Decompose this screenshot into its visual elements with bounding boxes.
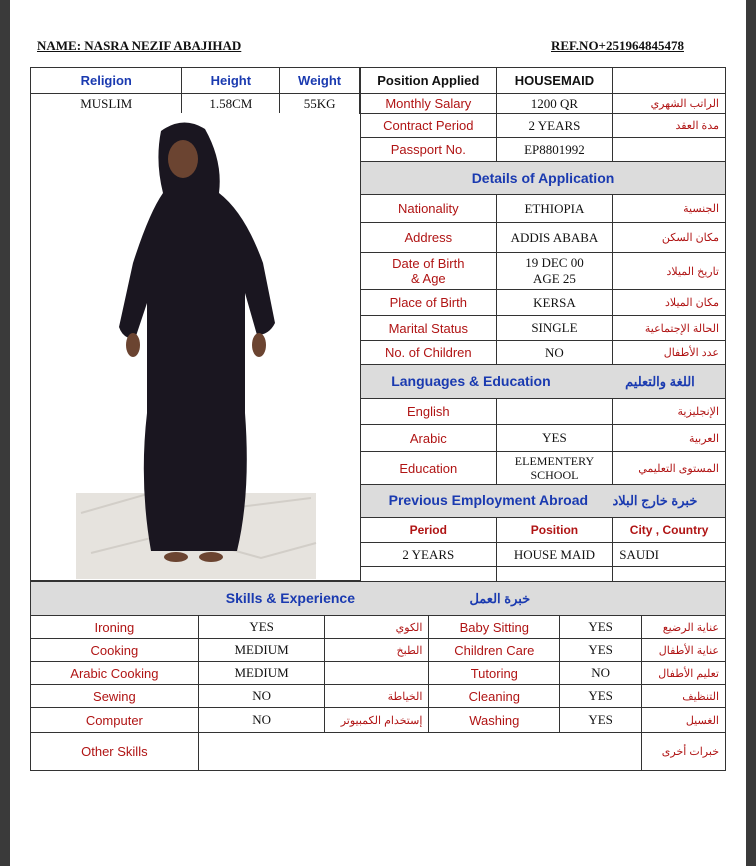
english-arabic: الإنجليزية bbox=[613, 399, 726, 425]
contract-period-label: Contract Period bbox=[361, 114, 497, 138]
english-label: English bbox=[361, 399, 497, 425]
cooking-arabic: الطبخ bbox=[325, 639, 429, 662]
children-care-arabic: عناية الأطفال bbox=[642, 639, 726, 662]
arabic-cooking-label: Arabic Cooking bbox=[31, 662, 199, 685]
arabic-cooking-value: MEDIUM bbox=[198, 662, 325, 685]
arabic-language-arabic: العربية bbox=[613, 425, 726, 452]
marital-status-label: Marital Status bbox=[361, 316, 497, 341]
monthly-salary-value: 1200 QR bbox=[496, 94, 613, 114]
monthly-salary-label: Monthly Salary bbox=[361, 94, 497, 114]
computer-label: Computer bbox=[31, 708, 199, 733]
washing-value: YES bbox=[560, 708, 642, 733]
place-of-birth-label: Place of Birth bbox=[361, 290, 497, 316]
dob-label-line2: & Age bbox=[410, 271, 446, 286]
computer-arabic: إستخدام الكمبيوتر bbox=[325, 708, 429, 733]
skills-section-header bbox=[31, 582, 726, 616]
washing-label: Washing bbox=[429, 708, 560, 733]
religion-value: MUSLIM bbox=[31, 94, 182, 114]
address-arabic: مكان السكن bbox=[613, 223, 726, 253]
employment-period-header: Period bbox=[361, 518, 497, 543]
other-skills-label: Other Skills bbox=[31, 733, 199, 771]
employment-section-title: Previous Employment Abroad bbox=[388, 492, 589, 508]
arabic-language-value: YES bbox=[496, 425, 613, 452]
weight-value: 55KG bbox=[280, 94, 360, 114]
education-value bbox=[496, 452, 613, 485]
dob-label-line1: Date of Birth bbox=[392, 256, 465, 271]
washing-arabic: الغسيل bbox=[642, 708, 726, 733]
position-applied-empty bbox=[613, 68, 726, 94]
cleaning-label: Cleaning bbox=[429, 685, 560, 708]
cleaning-value: YES bbox=[560, 685, 642, 708]
employment-position-value: HOUSE MAID bbox=[496, 543, 613, 567]
marital-status-arabic: الحالة الإجتماعية bbox=[613, 316, 726, 341]
photo-frame bbox=[30, 112, 361, 581]
children-value: NO bbox=[496, 341, 613, 365]
languages-section-title: Languages & Education bbox=[391, 372, 551, 389]
employment-country-value: SAUDI bbox=[613, 543, 726, 567]
position-applied-value: HOUSEMAID bbox=[496, 68, 613, 94]
skills-section-title-arabic: خبرة العمل bbox=[469, 590, 531, 606]
children-care-value: YES bbox=[560, 639, 642, 662]
education-value-line1: ELEMENTERY bbox=[514, 454, 595, 468]
employment-position-header: Position bbox=[496, 518, 613, 543]
children-care-label: Children Care bbox=[429, 639, 560, 662]
arabic-cooking-arabic bbox=[325, 662, 429, 685]
passport-label: Passport No. bbox=[361, 138, 497, 162]
place-of-birth-value: KERSA bbox=[496, 290, 613, 316]
contract-period-value: 2 YEARS bbox=[496, 114, 613, 138]
ironing-value: YES bbox=[198, 616, 325, 639]
cooking-value: MEDIUM bbox=[198, 639, 325, 662]
personal-table bbox=[30, 67, 360, 114]
place-of-birth-arabic: مكان الميلاد bbox=[613, 290, 726, 316]
baby-sitting-arabic: عناية الرضيع bbox=[642, 616, 726, 639]
sewing-value: NO bbox=[198, 685, 325, 708]
dob-value-age: AGE 25 bbox=[532, 271, 576, 286]
education-arabic: المستوى التعليمي bbox=[613, 452, 726, 485]
address-value: ADDIS ABABA bbox=[496, 223, 613, 253]
baby-sitting-value: YES bbox=[560, 616, 642, 639]
nationality-label: Nationality bbox=[361, 195, 497, 223]
height-value: 1.58CM bbox=[182, 94, 280, 114]
reference-number: REF.NO+251964845478 bbox=[551, 38, 684, 53]
ironing-label: Ironing bbox=[31, 616, 199, 639]
education-label: Education bbox=[361, 452, 497, 485]
applicant-name: NAME: NASRA NEZIF ABAJIHAD bbox=[37, 38, 242, 53]
dob-value bbox=[496, 253, 613, 290]
cleaning-arabic: التنظيف bbox=[642, 685, 726, 708]
children-label: No. of Children bbox=[361, 341, 497, 365]
computer-value: NO bbox=[198, 708, 325, 733]
children-arabic: عدد الأطفال bbox=[613, 341, 726, 365]
tutoring-arabic: تعليم الأطفال bbox=[642, 662, 726, 685]
education-value-line2: SCHOOL bbox=[530, 468, 579, 482]
details-section-title: Details of Application bbox=[361, 162, 726, 195]
sewing-label: Sewing bbox=[31, 685, 199, 708]
employment-country-header: City , Country bbox=[613, 518, 726, 543]
skills-table bbox=[30, 581, 726, 771]
dob-arabic: تاريخ الميلاد bbox=[613, 253, 726, 290]
passport-arabic bbox=[613, 138, 726, 162]
tutoring-label: Tutoring bbox=[429, 662, 560, 685]
passport-value: EP8801992 bbox=[496, 138, 613, 162]
english-value bbox=[496, 399, 613, 425]
tutoring-value: NO bbox=[560, 662, 642, 685]
employment-period-value: 2 YEARS bbox=[361, 543, 497, 567]
weight-label: Weight bbox=[280, 68, 360, 94]
height-label: Height bbox=[182, 68, 280, 94]
dob-value-date: 19 DEC 00 bbox=[525, 255, 584, 270]
other-skills-arabic: خبرات أخرى bbox=[642, 733, 726, 771]
nationality-value: ETHIOPIA bbox=[496, 195, 613, 223]
languages-section-header bbox=[361, 365, 726, 399]
other-skills-value bbox=[198, 733, 641, 771]
ironing-arabic: الكوي bbox=[325, 616, 429, 639]
employment-section-header bbox=[361, 485, 726, 518]
nationality-arabic: الجنسية bbox=[613, 195, 726, 223]
position-applied-label: Position Applied bbox=[361, 68, 497, 94]
contract-period-arabic: مدة العقد bbox=[613, 114, 726, 138]
cooking-label: Cooking bbox=[31, 639, 199, 662]
religion-label: Religion bbox=[31, 68, 182, 94]
languages-section-title-arabic: اللغة والتعليم bbox=[625, 373, 695, 389]
arabic-language-label: Arabic bbox=[361, 425, 497, 452]
baby-sitting-label: Baby Sitting bbox=[429, 616, 560, 639]
details-table bbox=[360, 67, 726, 584]
skills-section-title: Skills & Experience bbox=[225, 589, 355, 606]
sewing-arabic: الخياطة bbox=[325, 685, 429, 708]
address-label: Address bbox=[361, 223, 497, 253]
marital-status-value: SINGLE bbox=[496, 316, 613, 341]
dob-label bbox=[361, 253, 497, 290]
employment-section-title-arabic: خبرة خارج البلاد bbox=[612, 493, 698, 508]
monthly-salary-arabic: الراتب الشهري bbox=[613, 94, 726, 114]
